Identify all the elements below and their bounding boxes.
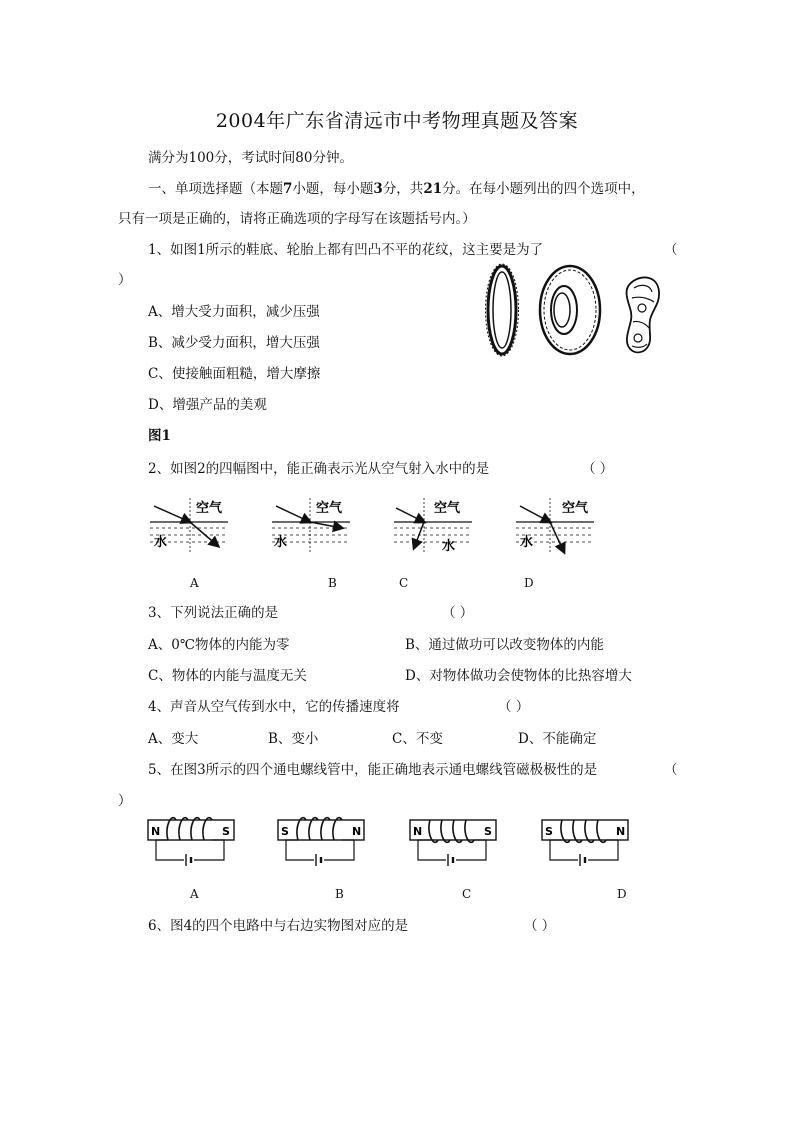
q3-option-c: C、物体的内能与温度无关 (148, 668, 307, 684)
q2-paren: （ ） (582, 461, 614, 477)
air-label-a: 空气 (196, 501, 223, 516)
bicycle-tire-icon (486, 264, 519, 356)
q2-label-c: C (399, 576, 409, 590)
water-label-b: 水 (274, 535, 288, 550)
q2-label-b: B (328, 576, 337, 590)
q1-option-d: D、增强产品的美观 (148, 397, 267, 413)
q5-label-d: D (617, 887, 627, 901)
exam-intro: 满分为100分，考试时间80分钟。 (148, 150, 353, 166)
q3-option-d: D、对物体做功会使物体的比热容增大 (405, 668, 632, 684)
q4-stem: 4、声音从空气传到水中，它的传播速度将 (148, 699, 400, 715)
refraction-diagram-c (394, 498, 472, 554)
q1-figure-label: 图1 (148, 428, 171, 444)
pole-b-left: S (281, 825, 289, 838)
q1-option-b: B、减少受力面积，增大压强 (148, 335, 320, 351)
q3-paren: （ ） (442, 605, 474, 621)
shoe-sole-icon (627, 277, 660, 352)
q6-stem: 6、图4的四个电路中与右边实物图对应的是 (148, 918, 409, 934)
solenoid-c (410, 820, 496, 866)
q4-option-d: D、不能确定 (518, 731, 597, 747)
water-label-d: 水 (520, 535, 534, 550)
solenoid-a (148, 818, 234, 866)
q4-option-a: A、变大 (148, 731, 199, 747)
pole-a-right: S (222, 825, 230, 838)
figure-1 (482, 262, 668, 358)
figure-2 (140, 492, 620, 562)
refraction-diagram-a (150, 498, 228, 554)
q1-option-c: C、使接触面粗糙，增大摩擦 (148, 366, 321, 382)
figure-3 (146, 812, 636, 872)
q2-label-d: D (524, 576, 534, 590)
q1-stem: 1、如图1所示的鞋底、轮胎上都有凹凸不平的花纹，这主要是为了 (148, 242, 544, 258)
q5-stem: 5、在图3所示的四个通电螺线管中，能正确地表示通电螺线管磁极极性的是 (148, 762, 598, 778)
pole-d-left: S (545, 825, 553, 838)
q1-option-a: A、增大受力面积，减少压强 (148, 304, 320, 320)
solenoid-b (278, 818, 364, 866)
page-title: 2004年广东省清远市中考物理真题及答案 (215, 110, 579, 132)
q5-label-a: A (190, 887, 199, 901)
q5-paren-close: ） (118, 793, 132, 809)
refraction-diagram-b (272, 498, 350, 554)
solenoid-d (542, 820, 628, 866)
air-label-d: 空气 (562, 501, 589, 516)
q2-stem: 2、如图2的四幅图中，能正确表示光从空气射入水中的是 (148, 461, 490, 477)
car-tire-icon (540, 266, 600, 354)
pole-b-right: N (352, 825, 362, 838)
pole-d-right: N (616, 825, 626, 838)
q4-option-c: C、不变 (392, 731, 443, 747)
q5-label-b: B (335, 887, 344, 901)
section-header: 一、单项选择题（本题7小题，每小题3分，共21分。在每小题列出的四个选项中， (148, 181, 645, 197)
q3-stem: 3、下列说法正确的是 (148, 605, 279, 621)
air-label-b: 空气 (316, 501, 343, 516)
refraction-diagram-d (516, 498, 594, 554)
water-label-a: 水 (154, 535, 168, 550)
q4-paren: （ ） (498, 699, 530, 715)
q5-paren-open: （ (664, 762, 678, 778)
air-label-c: 空气 (434, 501, 461, 516)
section-header-line2: 只有一项是正确的，请将正确选项的字母写在该题括号内。） (118, 211, 476, 227)
q5-label-c: C (462, 887, 472, 901)
q2-label-a: A (190, 576, 199, 590)
q1-paren-open: （ (664, 242, 678, 258)
q3-option-b: B、通过做功可以改变物体的内能 (405, 637, 604, 653)
q3-option-a: A、0℃物体的内能为零 (148, 637, 290, 653)
pole-c-left: N (413, 825, 423, 838)
water-label-c: 水 (442, 539, 456, 554)
q6-paren: （ ） (524, 918, 556, 934)
pole-c-right: S (484, 825, 492, 838)
q4-option-b: B、变小 (268, 731, 319, 747)
pole-a-left: N (151, 825, 161, 838)
q1-paren-close: ） (118, 272, 132, 288)
